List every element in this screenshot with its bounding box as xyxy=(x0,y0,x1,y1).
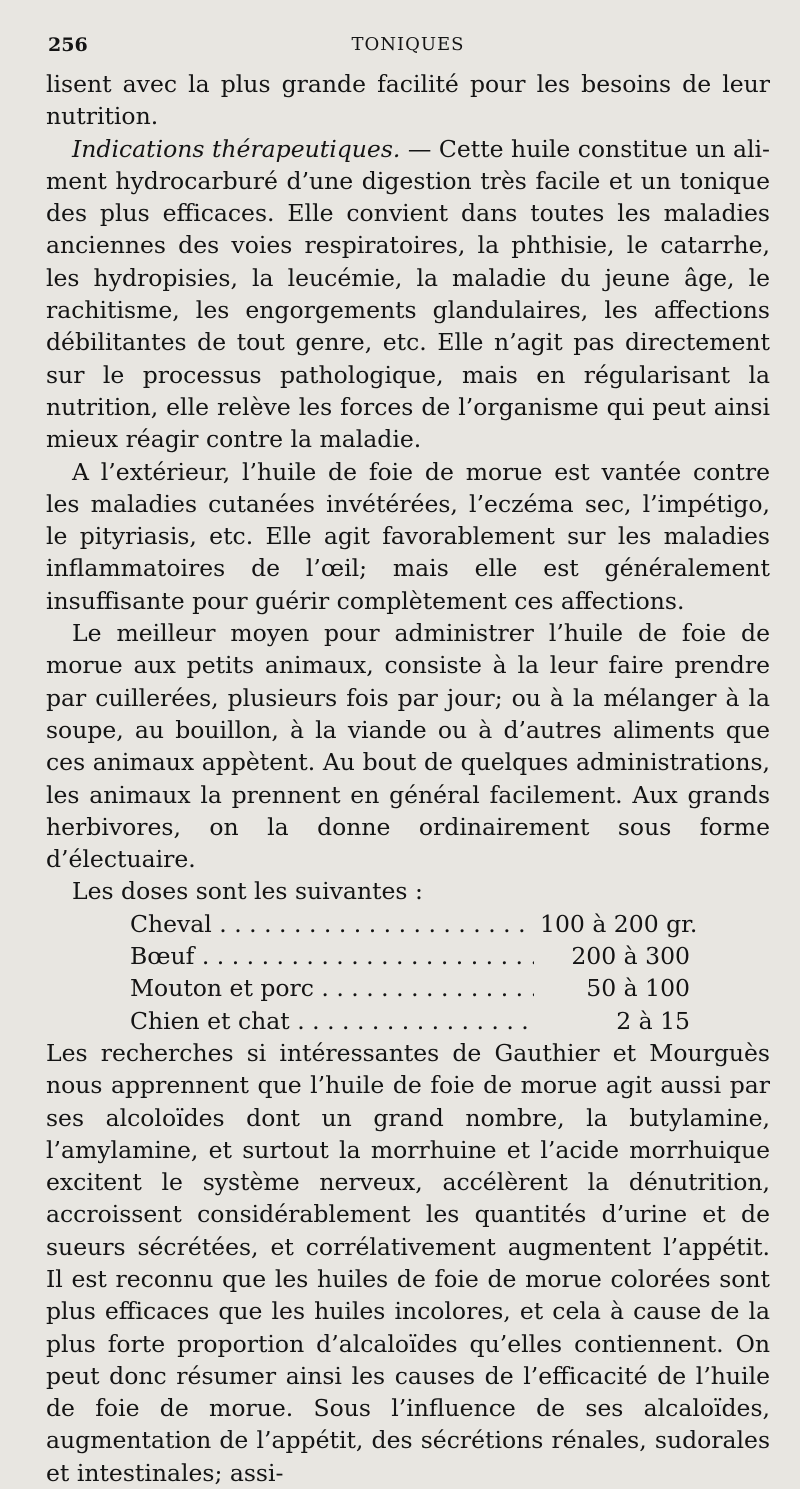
paragraph-continuation: lisent avec la plus grande facilité pour les besoins de leur nutrition. xyxy=(46,70,770,131)
dose-row xyxy=(130,940,690,972)
dose-row xyxy=(130,972,690,1004)
dose-value: 200 à 300 xyxy=(534,940,690,972)
dose-animal: Chien et chat . . . xyxy=(130,1005,534,1037)
dose-value: 2 à 15 xyxy=(534,1005,690,1037)
paragraph-indications xyxy=(46,133,770,456)
paragraph-external-use: A l’extérieur, l’huile de foie de morue est vantée contre les maladies cutanées invétérées, l’eczéma sec, l’impétigo, le pityriasis, etc. Elle agit favorablement sur les maladies inflammatoires de l’œil; mais elle est généralement insuffisante pour guérir complètement ces affections. xyxy=(46,457,770,615)
running-title: TONIQUES xyxy=(351,34,465,55)
page-header xyxy=(46,28,770,68)
dose-value: 50 à 100 xyxy=(534,972,690,1004)
paragraph-research: Les recherches si intéressantes de Gauthier et Mourguès nous apprennent que l’huile de foie de morue agit aussi par ses alcoloïdes dont un grand nombre, la butylamine, l’amylamine, et surtout la morrhuine et l’acide morrhuique excitent le système nerveux, accélèrent la dénutrition, accroissent considérablement les quantités d’urine et de sueurs sécrétées, et corrélativement augmentent l’appétit. Il est reconnu que les huiles de foie de morue colorées sont plus efficaces que les huiles incolores, et cela à cause de la plus forte proportion d’alcaloïdes qu’elles contiennent. On peut donc résumer ainsi les causes de l’efficacité de l’huile de foie de morue. Sous l’influence de ses alcaloïdes, augmentation de l’appétit, des sécrétions rénales, sudorales et intestinales; assi- xyxy=(46,1038,770,1487)
paragraph-doses-intro: Les doses sont les suivantes : xyxy=(72,877,423,906)
body-text xyxy=(46,68,770,1489)
page-number: 256 xyxy=(48,34,88,56)
dose-row xyxy=(130,908,698,940)
dose-animal: Bœuf . . . xyxy=(130,940,534,972)
dose-animal: Mouton et porc . . . xyxy=(130,972,534,1004)
dose-value: 100 à 200 gr. xyxy=(534,908,690,940)
paragraph-indications-body: — Cette huile constitue un aliment hydrocarburé d’une digestion très facile et un tonique des plus efficaces. Elle convient dans toutes les maladies anciennes des voies respiratoires, la phthisie, le catarrhe, les hydropisies, la leucémie, la maladie du jeune âge, le rachitisme, les engorgements glandulaires, les affections débilitantes de tout genre, etc. Elle n’agit pas directement sur le processus pathologique, mais en régularisant la nutrition, elle relève les forces de l’organisme qui peut ainsi mieux réagir contre la maladie. xyxy=(46,134,770,454)
dose-table xyxy=(130,908,698,1037)
paragraph-administration: Le meilleur moyen pour administrer l’huile de foie de morue aux petits animaux, consiste à la leur faire prendre par cuillerées, plusieurs fois par jour; ou à la mélanger à la soupe, au bouillon, à la viande ou à d’autres aliments que ces animaux appètent. Au bout de quelques administrations, les animaux la prennent en général facilement. Aux grands herbivores, on la donne ordinairement sous forme d’électuaire. xyxy=(46,619,770,874)
section-lead: Indications thérapeutiques. xyxy=(72,134,401,163)
dose-animal: Cheval . . . xyxy=(130,908,534,940)
dose-row xyxy=(130,1005,690,1037)
